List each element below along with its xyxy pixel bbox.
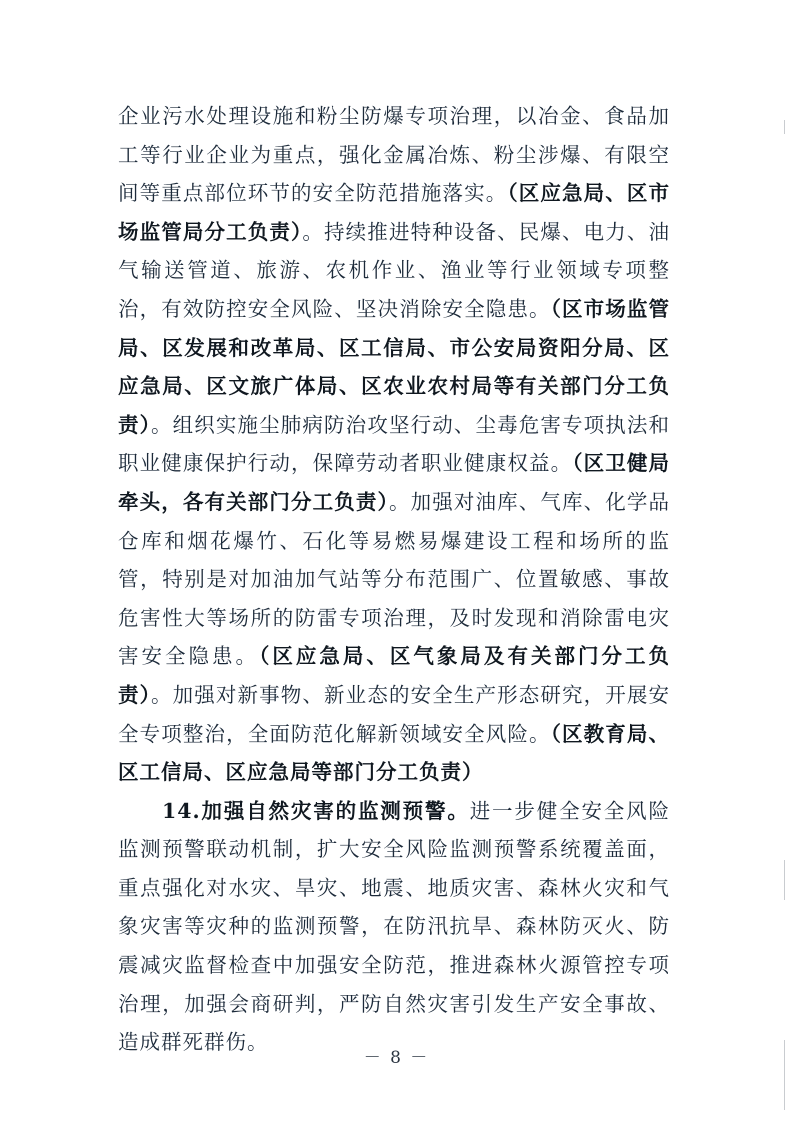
- text-run: 。持续推进特种设备、民爆、电力、油气输送管道、旅游、农机作业、渔业等行业领域专项整治，有效防控安全风险、坚决消除安全隐患。: [118, 219, 671, 321]
- text-run: 企业污水处理设施和粉尘防爆专项治理，以冶金、食品加工等行业企业为重点，强化金属冶炼、粉尘涉爆、有限空间等重点部位环节的安全防范措施落实。: [118, 104, 670, 206]
- section-heading: 14.加强自然灾害的监测预警。: [162, 798, 470, 823]
- paragraph-natural-disaster-monitoring: [118, 792, 670, 1062]
- text-run: 。组织实施尘肺病防治攻坚行动、尘毒危害专项执法和职业健康保护行动，保障劳动者职业健康权益。: [118, 412, 671, 476]
- document-body: [118, 97, 670, 1062]
- scan-edge-mark: [784, 1040, 785, 1110]
- responsibility-note: （区应急局、区市场监管局分工负责）: [118, 181, 671, 244]
- responsibility-note: （区教育局、区工信局、区应急局等部门分工负责）: [118, 721, 671, 785]
- scan-edge-mark: [784, 860, 785, 900]
- responsibility-note: （区卫健局牵头，各有关部门分工负责）: [118, 451, 671, 514]
- page-number: － 8 －: [363, 1048, 430, 1068]
- scan-edge-mark: [784, 120, 785, 134]
- text-run: 。加强对油库、气库、化学品仓库和烟花爆竹、石化等易燃易爆建设工程和场所的监管，特别是对加油加气站等分布范围广、位置敏感、事故危害性大等场所的防雷专项治理，及时发现和消除雷电灾害安全隐患。: [118, 489, 671, 669]
- paragraph-safety-rectification: [118, 97, 670, 792]
- responsibility-note: （区市场监管局、区发展和改革局、区工信局、市公安局资阳分局、区应急局、区文旅广体局、区农业农村局等有关部门分工负责）: [118, 296, 671, 437]
- text-run: 。加强对新事物、新业态的安全生产形态研究，开展安全专项整治，全面防范化解新领域安全风险。: [118, 682, 671, 746]
- responsibility-note: （区应急局、区气象局及有关部门分工负责）: [118, 644, 671, 707]
- text-run: 进一步健全安全风险监测预警联动机制，扩大安全风险监测预警系统覆盖面，重点强化对水灾、旱灾、地震、地质灾害、森林火灾和气象灾害等灾种的监测预警，在防汛抗旱、森林防灭火、防震减灾监督检查中加强安全防范，推进森林火源管控专项治理，加强会商研判，严防自然灾害引发生产安全事故、造成群死群伤。: [118, 798, 670, 1055]
